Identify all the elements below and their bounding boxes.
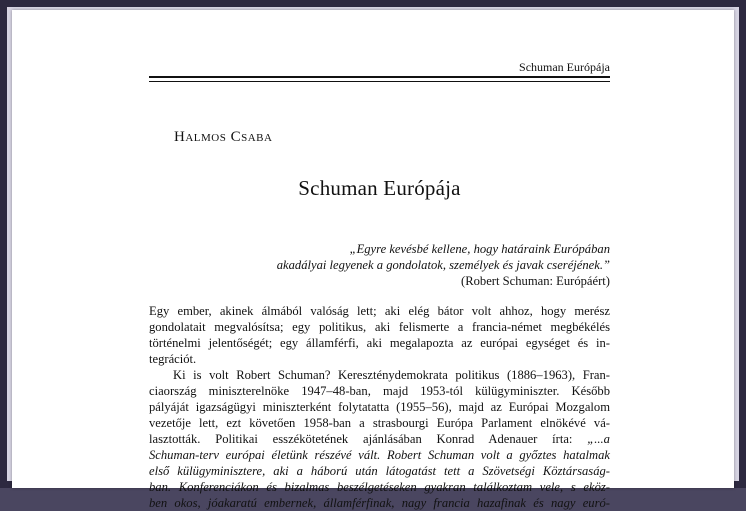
epigraph-attribution: (Robert Schuman: Európáért) [461, 274, 610, 288]
header-rule-thick [149, 76, 610, 78]
paragraph-2-mixed-line [149, 431, 610, 447]
quote-line: ban. Konferenciákon és bizalmas beszélgetéseken gyakran találkoztam vele, s eköz- [149, 480, 610, 494]
epigraph-line: „Egyre kevésbé kellene, hogy határaink Európában [349, 242, 610, 256]
paragraph-2-line: vezetője lett, ezt követően 1958-ban a strasbourgi Európa Parlament elnökévé vá- [149, 416, 610, 430]
paragraph-1-line: gondolatait megvalósítsa; egy politikus, aki felismerte a francia-német megbékélés [149, 320, 610, 334]
paragraph-2-line: Ki is volt Robert Schuman? Kereszténydemokrata politikus (1886–1963), Fran- [173, 368, 610, 382]
body-text [149, 303, 610, 511]
author-name: Halmos Csaba [174, 129, 273, 145]
quote-start: „...a [587, 432, 610, 446]
paragraph-2-line: pályáját igazságügyi miniszterként folytatatta (1955–56), majd az Európai Mozgalom [149, 400, 610, 414]
quote-line: első külügyminisztere, aki a háború után látogatást tett a Szövetségi Köztársaság- [149, 464, 610, 478]
article-title: Schuman Európája [298, 176, 461, 200]
paragraph-1-line: tegrációt. [149, 352, 197, 366]
paragraph-2-line: ciaország miniszterelnöke 1947–48-ban, majd 1953-tól külügyminiszter. Később [149, 384, 610, 398]
paragraph-1-line: történelmi jelentőségét; egy államférfi, aki megalapozta az európai egységet és in- [149, 336, 610, 350]
epigraph-line: akadályai legyenek a gondolatok, személyek és javak cseréjének.” [276, 258, 610, 272]
quote-line: ben okos, jóakaratú embernek, államférfinak, nagy francia hazafinak és nagy euró- [149, 496, 610, 510]
header-rule-thin [149, 81, 610, 82]
paragraph-1-line: Egy ember, akinek álmából valóság lett; aki elég bátor volt ahhoz, hogy merész [149, 304, 610, 318]
running-head: Schuman Európája [519, 60, 610, 74]
paragraph-2-line: lasztották. Politikai esszékötetének ajánlásában Konrad Adenauer írta: [149, 432, 573, 446]
quote-line: Schuman-terv európai életünk részévé vált. Robert Schuman volt a győztes hatalmak [149, 448, 610, 462]
epigraph [162, 241, 610, 289]
document-page [12, 10, 734, 510]
